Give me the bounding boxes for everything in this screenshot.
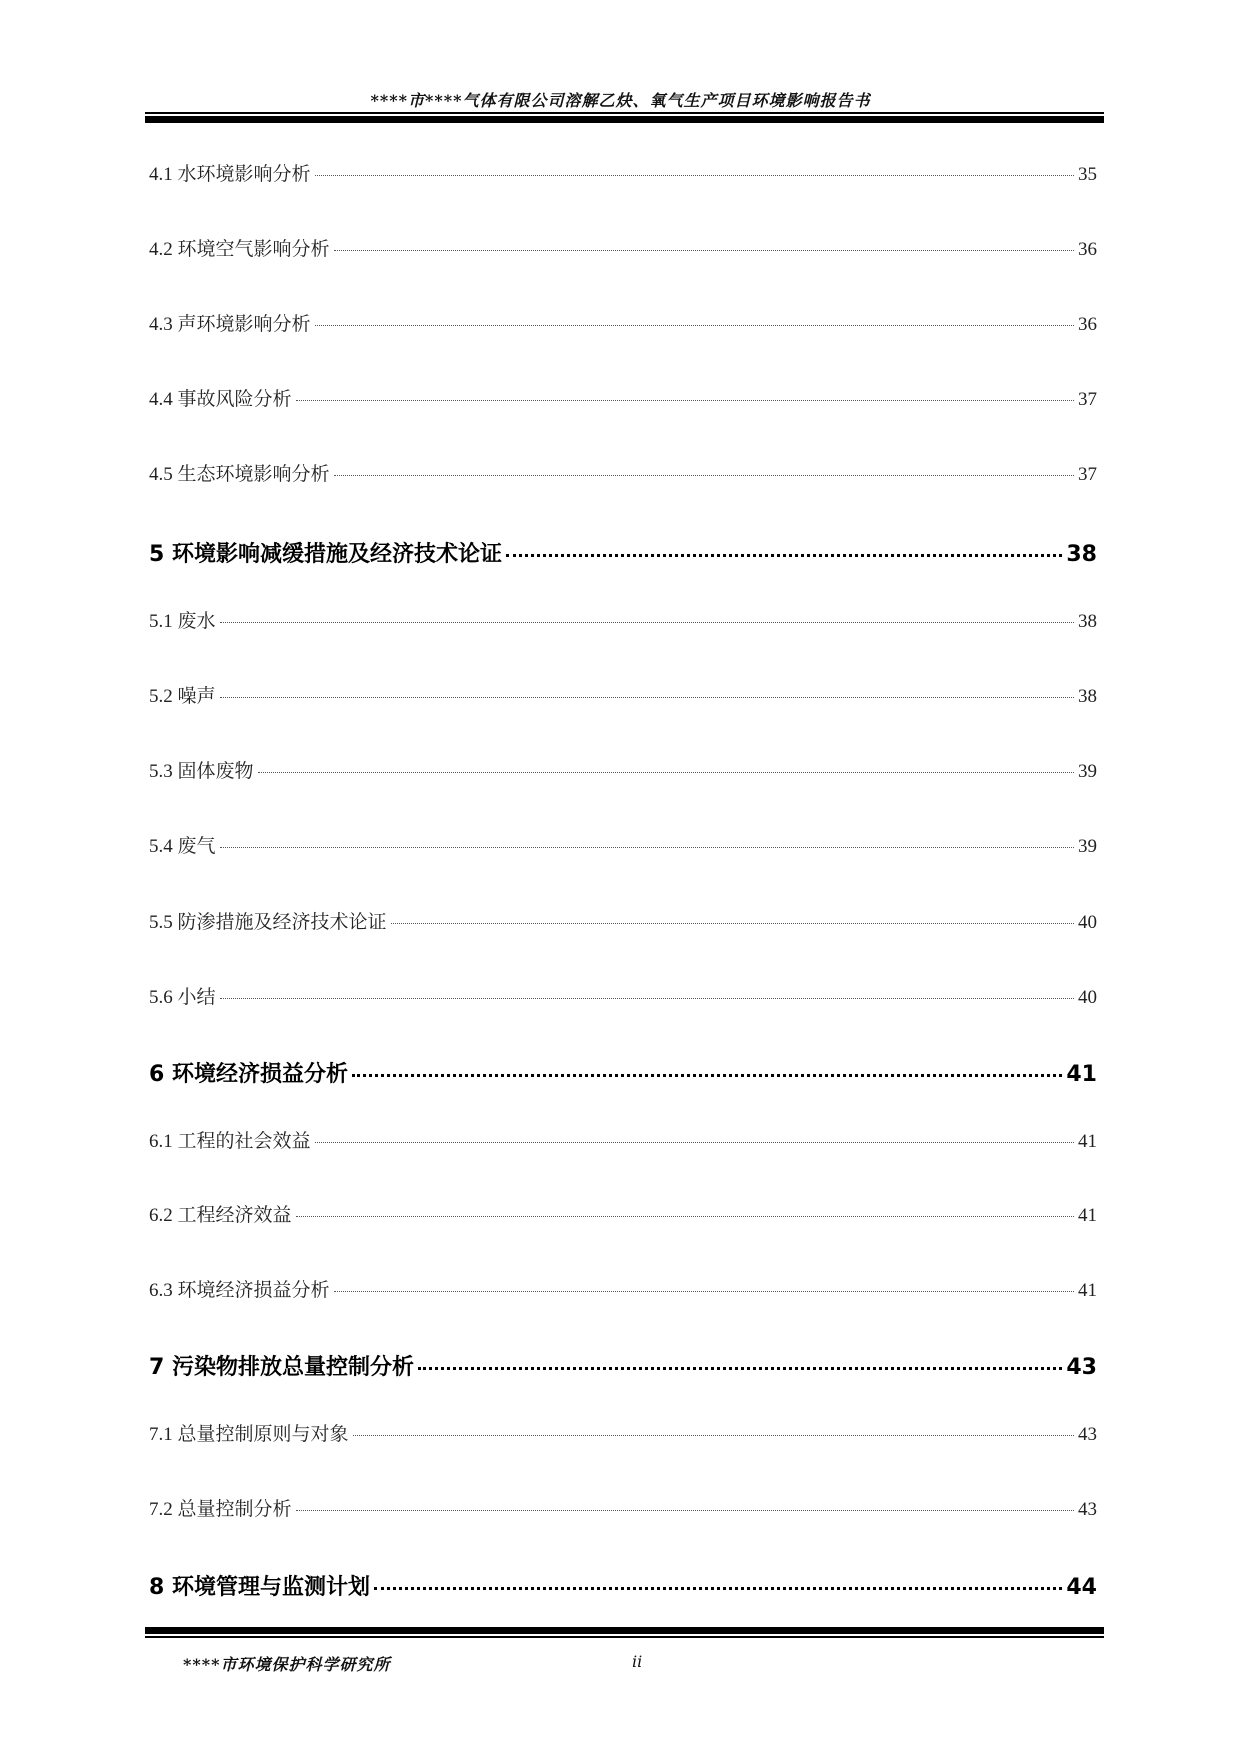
toc-section-entry[interactable] — [149, 907, 1097, 937]
toc-entry-page-number: 44 — [1066, 1575, 1097, 1600]
toc-entry-label: 7.2 总量控制分析 — [149, 1499, 292, 1520]
toc-dot-leader — [315, 325, 1074, 326]
toc-entry-page-number: 43 — [1078, 1499, 1097, 1520]
toc-section-entry[interactable] — [149, 1200, 1097, 1230]
toc-section-entry[interactable] — [149, 1275, 1097, 1305]
toc-entry-page-number: 38 — [1066, 542, 1097, 567]
toc-dot-leader — [258, 772, 1074, 773]
toc-dot-leader — [315, 175, 1074, 176]
toc-entry-label: 7.1 总量控制原则与对象 — [149, 1424, 349, 1445]
toc-entry-label: 5.1 废水 — [149, 611, 216, 632]
toc-section-entry[interactable] — [149, 831, 1097, 861]
toc-entry-label: 5.5 防渗措施及经济技术论证 — [149, 912, 387, 933]
footer-rule-thin — [145, 1636, 1104, 1638]
toc-dot-leader — [220, 998, 1074, 999]
toc-dot-leader — [374, 1587, 1062, 1590]
toc-dot-leader — [418, 1367, 1062, 1370]
toc-entry-page-number: 41 — [1078, 1205, 1097, 1226]
page-number: ii — [632, 1652, 643, 1671]
toc-dot-leader — [391, 923, 1074, 924]
toc-entry-page-number: 41 — [1078, 1280, 1097, 1301]
toc-entry-page-number: 41 — [1078, 1131, 1097, 1152]
toc-dot-leader — [506, 554, 1062, 557]
document-title: ****市****气体有限公司溶解乙炔、氧气生产项目环境影响报告书 — [370, 91, 871, 110]
toc-chapter-entry[interactable] — [149, 1350, 1097, 1380]
toc-entry-label: 4.5 生态环境影响分析 — [149, 464, 330, 485]
toc-entry-page-number: 40 — [1078, 987, 1097, 1008]
toc-section-entry[interactable] — [149, 1126, 1097, 1156]
toc-entry-label: 4.4 事故风险分析 — [149, 389, 292, 410]
toc-entry-label: 4.2 环境空气影响分析 — [149, 239, 330, 260]
toc-chapter-entry[interactable] — [149, 537, 1097, 567]
toc-entry-page-number: 36 — [1078, 314, 1097, 335]
toc-chapter-entry[interactable] — [149, 1057, 1097, 1087]
toc-section-entry[interactable] — [149, 1419, 1097, 1449]
footer-rule-thick — [145, 1627, 1104, 1634]
toc-entry-label: 4.1 水环境影响分析 — [149, 164, 311, 185]
toc-entry-label: 6.3 环境经济损益分析 — [149, 1280, 330, 1301]
toc-dot-leader — [352, 1074, 1062, 1077]
toc-section-entry[interactable] — [149, 309, 1097, 339]
toc-section-entry[interactable] — [149, 982, 1097, 1012]
toc-section-entry[interactable] — [149, 606, 1097, 636]
toc-entry-label: 7 污染物排放总量控制分析 — [149, 1355, 414, 1380]
toc-entry-label: 6.1 工程的社会效益 — [149, 1131, 311, 1152]
toc-entry-label: 6.2 工程经济效益 — [149, 1205, 292, 1226]
toc-entry-page-number: 40 — [1078, 912, 1097, 933]
toc-dot-leader — [220, 847, 1074, 848]
toc-entry-page-number: 43 — [1078, 1424, 1097, 1445]
toc-dot-leader — [296, 1510, 1074, 1511]
toc-dot-leader — [353, 1435, 1074, 1436]
toc-entry-page-number: 36 — [1078, 239, 1097, 260]
toc-entry-label: 5 环境影响减缓措施及经济技术论证 — [149, 542, 502, 567]
footer-organization: ****市环境保护科学研究所 — [183, 1655, 391, 1674]
toc-dot-leader — [334, 250, 1074, 251]
toc-section-entry[interactable] — [149, 756, 1097, 786]
toc-dot-leader — [315, 1142, 1074, 1143]
toc-entry-page-number: 35 — [1078, 164, 1097, 185]
toc-entry-page-number: 39 — [1078, 761, 1097, 782]
toc-entry-page-number: 37 — [1078, 389, 1097, 410]
toc-section-entry[interactable] — [149, 681, 1097, 711]
toc-dot-leader — [220, 697, 1074, 698]
toc-entry-page-number: 43 — [1066, 1355, 1097, 1380]
toc-entry-label: 5.3 固体废物 — [149, 761, 254, 782]
toc-entry-label: 6 环境经济损益分析 — [149, 1062, 348, 1087]
header-rule-thin — [145, 112, 1104, 114]
toc-section-entry[interactable] — [149, 234, 1097, 264]
toc-section-entry[interactable] — [149, 459, 1097, 489]
toc-entry-page-number: 38 — [1078, 686, 1097, 707]
toc-entry-label: 5.4 废气 — [149, 836, 216, 857]
toc-entry-page-number: 39 — [1078, 836, 1097, 857]
toc-entry-label: 4.3 声环境影响分析 — [149, 314, 311, 335]
toc-dot-leader — [296, 1216, 1074, 1217]
toc-dot-leader — [334, 1291, 1074, 1292]
toc-section-entry[interactable] — [149, 159, 1097, 189]
toc-entry-label: 5.2 噪声 — [149, 686, 216, 707]
toc-dot-leader — [334, 475, 1074, 476]
toc-entry-page-number: 41 — [1066, 1062, 1097, 1087]
toc-chapter-entry[interactable] — [149, 1570, 1097, 1600]
toc-dot-leader — [220, 622, 1074, 623]
toc-entry-page-number: 37 — [1078, 464, 1097, 485]
toc-section-entry[interactable] — [149, 384, 1097, 414]
header-rule-thick — [145, 116, 1104, 123]
toc-entry-label: 8 环境管理与监测计划 — [149, 1575, 370, 1600]
toc-section-entry[interactable] — [149, 1494, 1097, 1524]
toc-dot-leader — [296, 400, 1074, 401]
toc-entry-label: 5.6 小结 — [149, 987, 216, 1008]
toc-entry-page-number: 38 — [1078, 611, 1097, 632]
